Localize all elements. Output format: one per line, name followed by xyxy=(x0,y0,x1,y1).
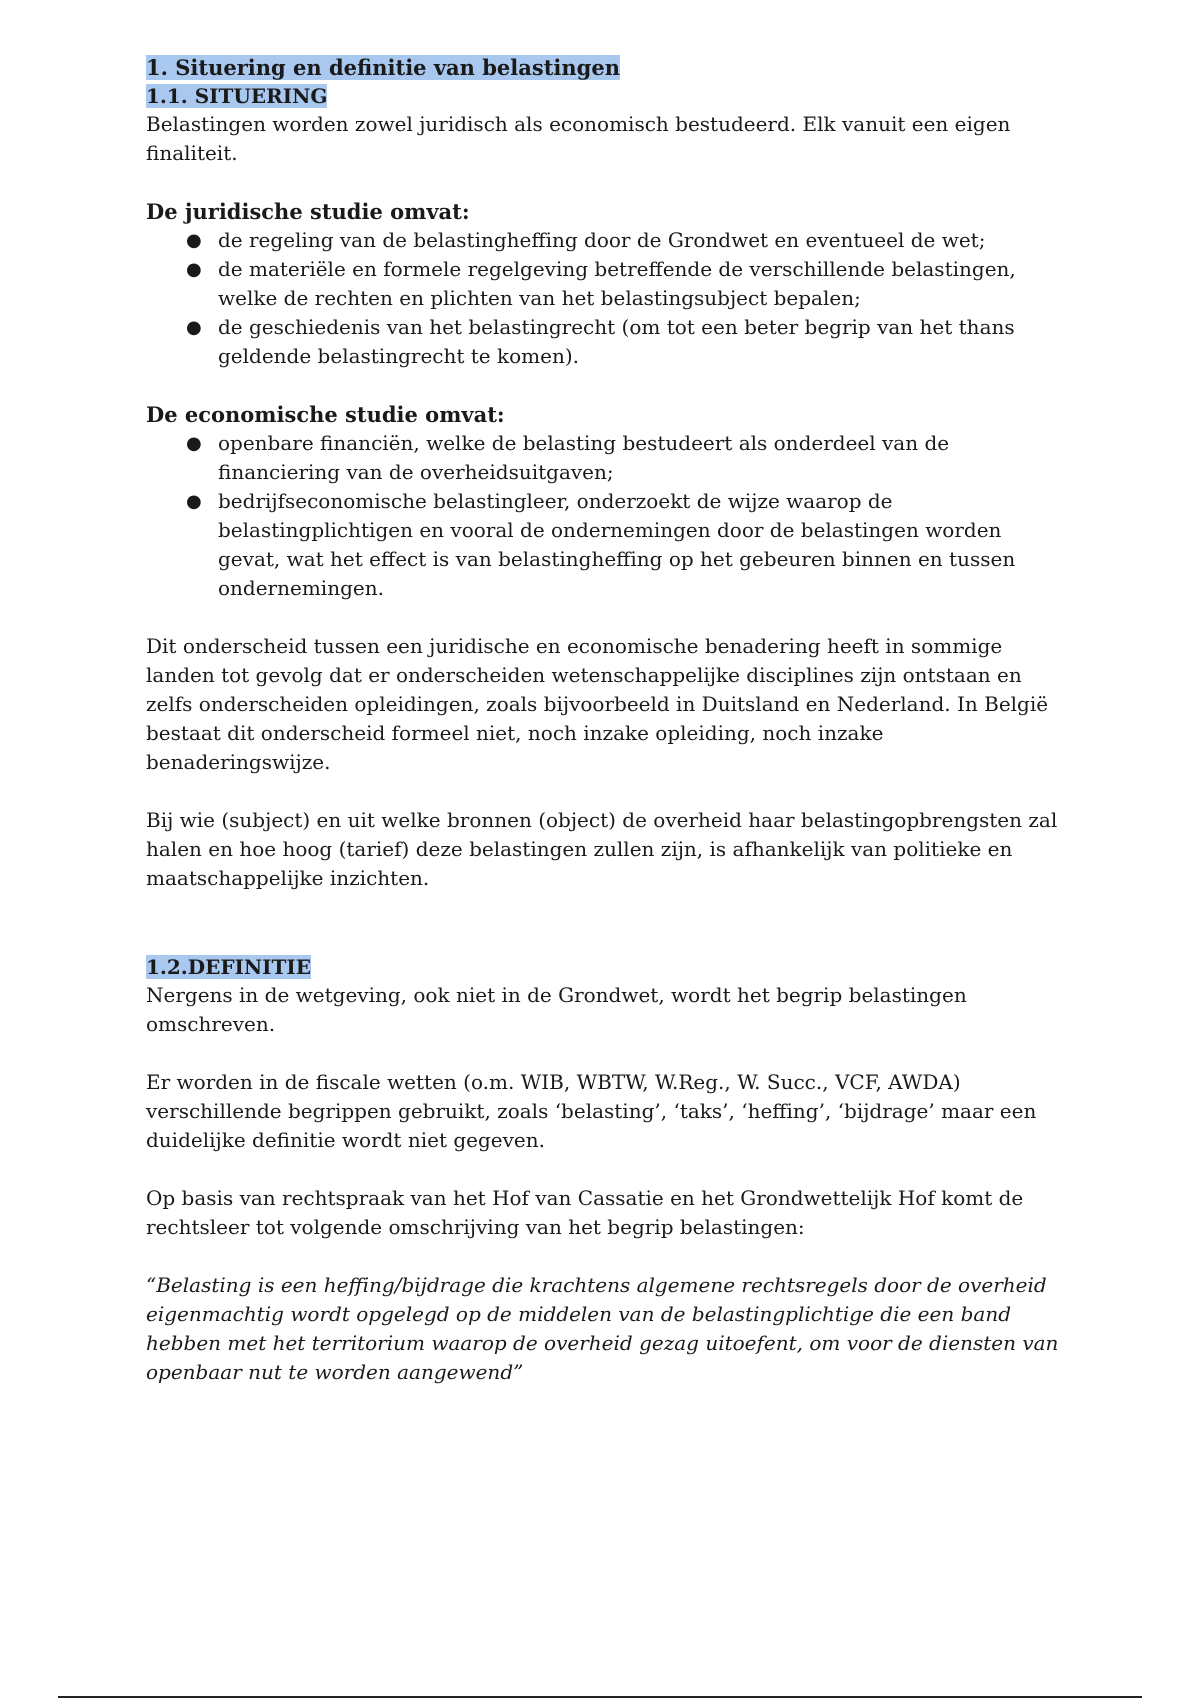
list-item: ● de geschiedenis van het belastingrecht (om tot een beter begrip van het thans geldende belastingrecht te komen). xyxy=(186,315,1015,368)
economisch-heading: De economische studie omvat: xyxy=(146,402,505,427)
definitie-paragraph-2: Er worden in de fiscale wetten (o.m. WIB, WBTW, W.Reg., W. Succ., VCF, AWDA) verschillende begrippen gebruikt, zoals ‘belasting’, ‘taks’, ‘heffing’, ‘bijdrage’ maar een duidelijke definitie wordt niet gegeven. xyxy=(146,1070,1037,1152)
bullet-icon: ● xyxy=(186,230,202,251)
juridisch-heading: De juridische studie omvat: xyxy=(146,199,470,224)
list-item: ● bedrijfseconomische belastingleer, onderzoekt de wijze waarop de belastingplichtigen en vooral de ondernemingen door de belastingen worden gevat, wat het effect is van belastingheffing op het gebeuren binnen en tussen ondernemingen. xyxy=(186,489,1016,600)
juridisch-list xyxy=(146,226,1066,371)
intro-paragraph: Belastingen worden zowel juridisch als economisch bestudeerd. Elk vanuit een eigen finaliteit. xyxy=(146,112,1011,165)
list-item: ● de regeling van de belastingheffing door de Grondwet en eventueel de wet; xyxy=(146,226,1066,255)
section-title-text: 1. Situering en definitie van belastingen xyxy=(146,55,620,80)
subject-paragraph: Bij wie (subject) en uit welke bronnen (object) de overheid haar belastingopbrengsten zal halen en hoe hoog (tarief) deze belastingen zullen zijn, is afhankelijk van politieke en maatschappelijke inzichten. xyxy=(146,808,1058,890)
page-bottom-rule xyxy=(58,1696,1142,1698)
onderscheid-paragraph: Dit onderscheid tussen een juridische en economische benadering heeft in sommige landen tot gevolg dat er onderscheiden wetenschappelijke disciplines zijn ontstaan en zelfs onderscheiden opleidingen, zoals bijvoorbeeld in Duitsland en Nederland. In België bestaat dit onderscheid formeel niet, noch inzake opleiding, noch inzake benaderingswijze. xyxy=(146,634,1049,774)
bullet-icon: ● xyxy=(186,491,202,512)
document-page xyxy=(146,54,1066,1387)
bullet-icon: ● xyxy=(186,433,202,454)
definition-quote: “Belasting is een heffing/bijdrage die krachtens algemene rechtsregels door de overheid eigenmachtig wordt opgelegd op de middelen van de belastingplichtige die een band hebben met het territorium waarop de overheid gezag uitoefent, om voor de diensten van openbaar nut te worden aangewend” xyxy=(146,1273,1059,1384)
definitie-paragraph-3: Op basis van rechtspraak van het Hof van Cassatie en het Grondwettelijk Hof komt de rechtsleer tot volgende omschrijving van het begrip belastingen: xyxy=(146,1186,1024,1239)
subsection-title-definitie-text: 1.2.DEFINITIE xyxy=(146,955,312,979)
bullet-icon: ● xyxy=(186,259,202,280)
subsection-title-definitie xyxy=(146,953,1066,981)
subsection-title-situering-text: 1.1. SITUERING xyxy=(146,84,328,108)
bullet-icon: ● xyxy=(186,317,202,338)
economisch-list xyxy=(146,429,1066,603)
definitie-paragraph-1: Nergens in de wetgeving, ook niet in de Grondwet, wordt het begrip belastingen omschreven. xyxy=(146,983,967,1036)
list-item: ● de materiële en formele regelgeving betreffende de verschillende belastingen, welke de rechten en plichten van het belastingsubject bepalen; xyxy=(186,257,1016,310)
subsection-title-situering xyxy=(146,82,1066,110)
section-title xyxy=(146,54,1066,82)
list-item: ● openbare financiën, welke de belasting bestudeert als onderdeel van de financiering van de overheidsuitgaven; xyxy=(186,431,950,484)
